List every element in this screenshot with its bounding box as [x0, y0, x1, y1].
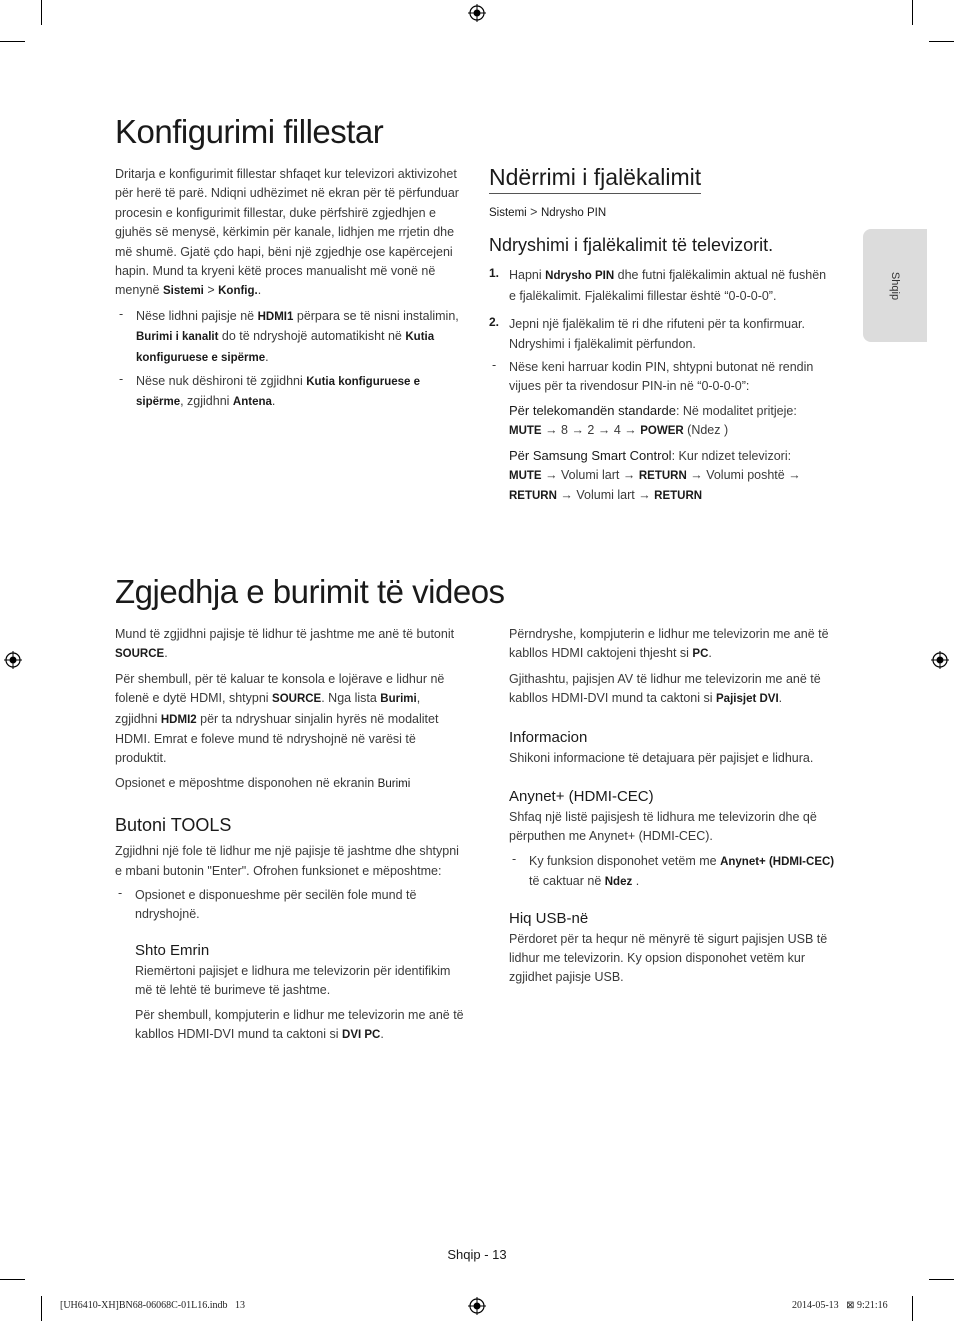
crop-mark: [0, 1279, 25, 1280]
list-item: - Nëse nuk dëshironi të zgjidhni Kutia konfiguruese e sipërme, zgjidhni Antena.: [119, 372, 420, 409]
source-left-column: Mund të zgjidhni pajisje të lidhur të jashtme me anë të butonit SOURCE. Për shembull, për të kaluar te konsola e lojërave e lidhur në folenë e dytë HDMI, shtypni SOURCE. Nga lista Burimi, zgjidhni HDMI2 për ta ndryshuar sinjalin hyrës në modalitet HDMI. Emrat e foleve mund të ndryshojnë në varësi të produktit. Opsionet e mëposhtme disponohen në ekranin Burimi Butoni TOOLS Zgjidhni një fole të lidhur me një pajisje të jashtme dhe shtypni e mbani butonin "Enter". Ofrohen funksionet e mëposhtme: - Opsionet e disponueshme për secilën fole mund të ndryshojnë. Shto Emrin Riemërtoni pajisjet e lidhura me televizorin për identifikim më të lehtë të burimeve të jashtme. Për shembull, kompjuterin e lidhur me televizorin me anë të kabllos HDMI-DVI mund ta caktoni si DVI PC.: [115, 625, 465, 1046]
list-item: - Nëse lidhni pajisje në HDMI1 përpara se të nisni instalimin, Burimi i kanalit do të ndryshojë automatikisht në Kutia konfiguruese e sipërme.: [119, 306, 459, 364]
crop-mark: [912, 0, 913, 25]
crop-mark: [0, 41, 25, 42]
source-right-column: Përndryshe, kompjuterin e lidhur me televizorin me anë të kabllos HDMI caktojeni thjesht si PC. Gjithashtu, pajisjen AV të lidhur me televizorin me anë të kabllos HDMI-DVI mund ta caktoni si Pajisjet DVI. Informacion Shikoni informacione të detajuara për pajisjet e lidhura. Anynet+ (HDMI-CEC) Shfaq një listë pajisjesh të lidhura me televizorin dhe që përputhen me Anynet+ (HDMI-CEC). - Ky funksion disponohet vetëm me Anynet+ (HDMI-CEC) të caktuar në Ndez . Hiq USB-në Përdoret për ta hequr në mënyrë të sigurt pajisjen USB të lidhur me televizorin. Ky opsion disponohet vetëm kur zgjidhet pajisje USB.: [509, 625, 844, 988]
registration-mark-icon: [931, 651, 949, 669]
registration-mark-icon: [4, 651, 22, 669]
crop-mark: [41, 0, 42, 25]
list-item: - Nëse keni harruar kodin PIN, shtypni butonat në rendin vijues për ta rivendosur PIN-in në “0-0-0-0”: Për telekomandën standarde: Në modalitet pritjeje: MUTE → 8 → 2 → 4 → POWER (Ndez ) Për Samsung Smart Control: Kur ndizet televizori: MUTE → Volumi lart → RETURN → Volumi poshtë → RETURN → Volumi lart → RETURN: [492, 358, 814, 503]
password-column: [489, 164, 834, 507]
print-file-info: [UH6410-XH]BN68-06068C-01L16.indb 13: [60, 1300, 245, 1311]
anynet-title: Anynet+ (HDMI-CEC): [509, 788, 654, 806]
list-item: - Ky funksion disponohet vetëm me Anynet+ (HDMI-CEC) të caktuar në Ndez .: [512, 851, 835, 889]
registration-mark-icon: [468, 1297, 486, 1315]
rename-block: Shto Emrin Riemërtoni pajisjet e lidhura me televizorin për identifikim më të lehtë të burimeve të jashtme. Për shembull, kompjuterin e lidhur me televizorin me anë të kabllos HDMI-DVI mund ta caktoni si DVI PC.: [135, 941, 464, 1042]
language-side-tab: [863, 229, 927, 342]
crop-mark: [912, 1296, 913, 1321]
tools-title: Butoni TOOLS: [115, 815, 232, 836]
usb-title: Hiq USB-në: [509, 909, 589, 927]
info-title: Informacion: [509, 728, 588, 746]
registration-mark-icon: [468, 4, 486, 22]
crop-mark: [929, 41, 954, 42]
section-title-password: Ndërrimi i fjalëkalimit: [489, 164, 701, 194]
breadcrumb: Sistemi > Ndrysho PIN: [489, 205, 607, 219]
section-title-source: Zgjedhja e burimit të videos: [115, 573, 505, 610]
section-title-setup: Konfigurimi fillestar: [115, 113, 384, 150]
print-timestamp: 2014-05-13 ⊠ 9:21:16: [792, 1300, 888, 1311]
list-item: - Opsionet e disponueshme për secilën fole mund të ndryshojnë.: [118, 886, 417, 922]
password-subtitle: Ndryshimi i fjalëkalimit të televizorit.: [489, 235, 774, 256]
setup-intro: Dritarja e konfigurimit fillestar shfaqet kur televizori aktivizohet për herë të parë. Ndiqni udhëzimet në ekran për të përfunduar procesin e konfigurimit fillestar, duke përfshirë zgjedhjen e gjuhës së menysë, kërkimin për kanale, lidhjen me rrjetin dhe më shumë. Gjatë çdo hapi, bëni një zgjedhje ose kapërcejeni hapin. Mund ta kryeni këtë proces manualisht më vonë në menynë Sistemi > Konfig..: [115, 167, 459, 298]
page-number: Shqip - 13: [447, 1247, 507, 1262]
crop-mark: [929, 1279, 954, 1280]
list-item: 1. Hapni Ndrysho PIN dhe futni fjalëkalimin aktual në fushën e fjalëkalimit. Fjalëkalimi fillestar është “0-0-0-0”.: [489, 266, 827, 303]
list-item: 2. Jepni një fjalëkalim të ri dhe rifuteni për ta konfirmuar. Ndryshimi i fjalëkalimit përfundon.: [489, 315, 805, 351]
rename-title: Shto Emrin: [135, 941, 210, 959]
crop-mark: [41, 1296, 42, 1321]
side-tab-label: Shqip: [889, 271, 901, 300]
setup-column: [115, 165, 460, 413]
